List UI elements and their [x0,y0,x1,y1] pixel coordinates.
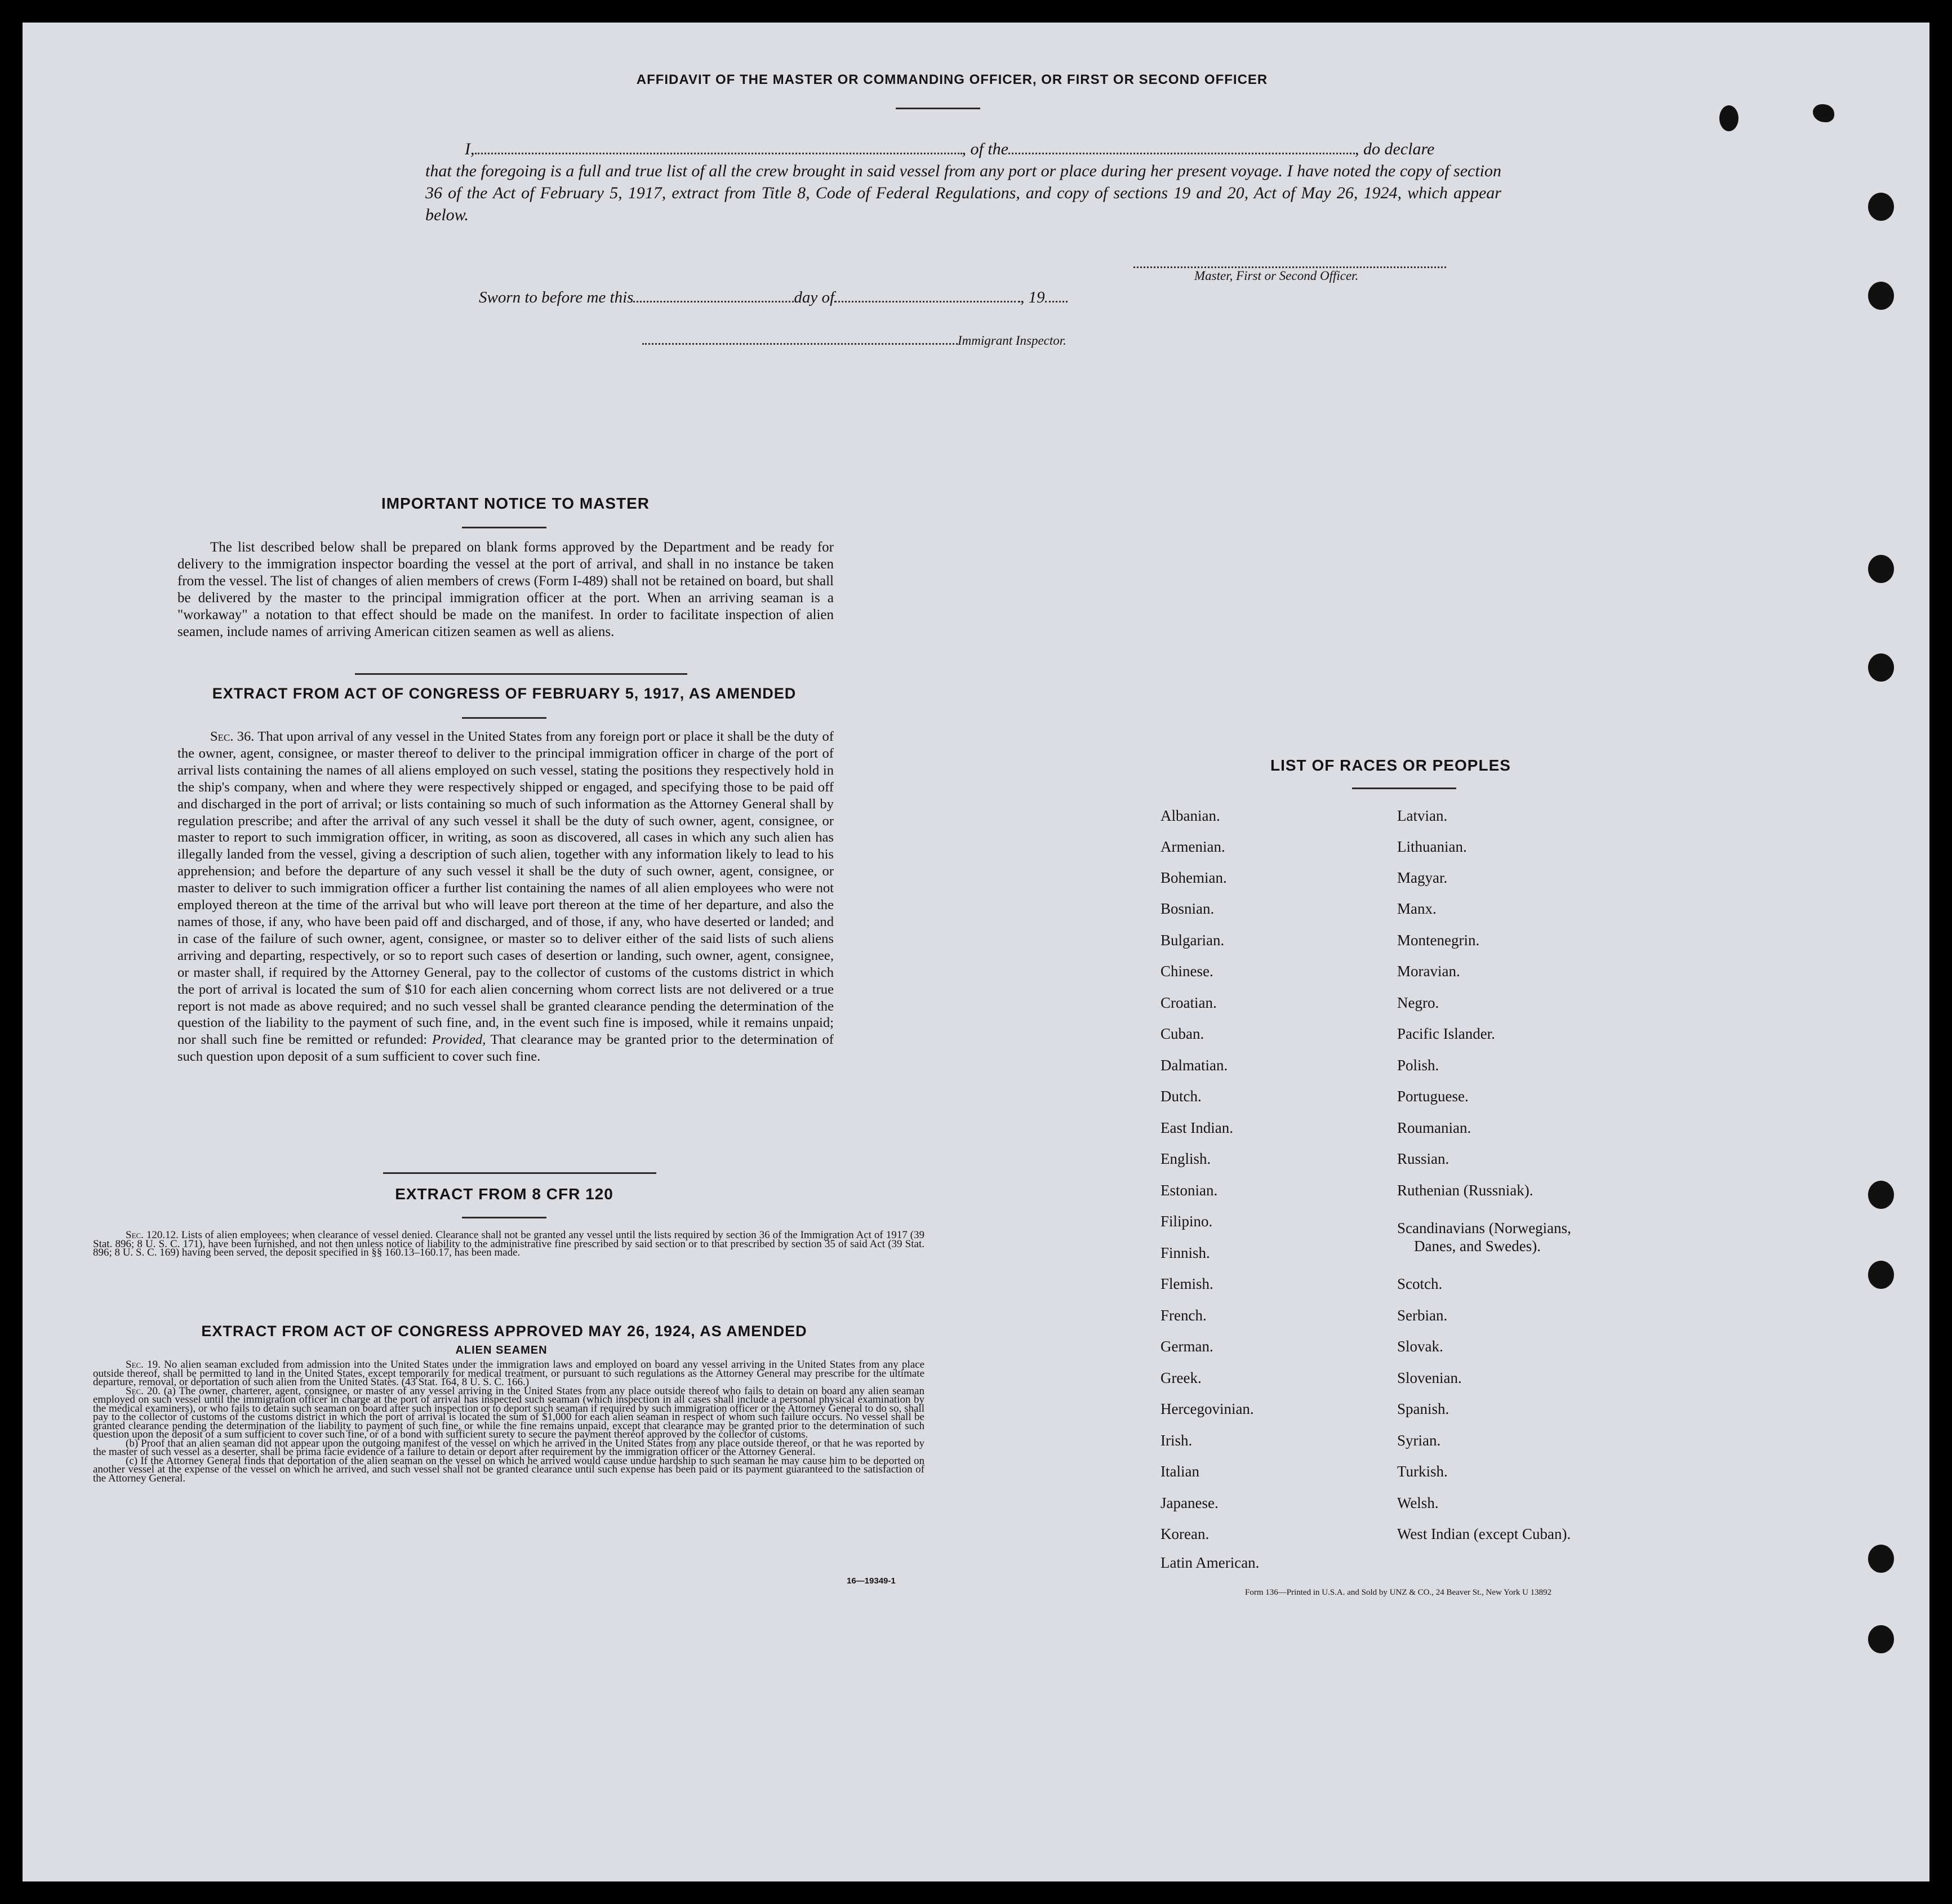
punch-hole [1868,282,1894,310]
race-item: Flemish. [1160,1275,1213,1292]
declaration-line [425,138,1501,160]
punch-hole [1868,1545,1894,1573]
race-item: German. [1160,1338,1213,1355]
race-item: Croatian. [1160,994,1217,1011]
affidavit-title: AFFIDAVIT OF THE MASTER OR COMMANDING OFFICER, OR FIRST OR SECOND OFFICER [636,72,1268,87]
declare-label: , do declare [1355,140,1435,158]
race-item: Albanian. [1160,807,1220,824]
race-item: Korean. [1160,1525,1210,1542]
vessel-field[interactable] [1008,148,1355,154]
sec-36-text: That upon arrival of any vessel in the United States from any foreign port or place it shall be the duty of the owner, agent, consignee, or master thereof to deliver to the principal immigration officer in charge of the port of arrival lists containing the names of all aliens employed on such vessel, stating the positions they respectively hold in the ship's company, when and where they were respectively shipped or engaged, and specifying those to be paid off and discharged in the port of arrival; or lists containing so much of such information as the Attorney General shall by regulation prescribe; and after the arrival of any such vessel it shall be the duty of such owner, agent, consignee, or master to report to such immigration officer, in writing, as soon as discovered, all cases in which any such alien has illegally landed from the vessel, giving a description of such alien, together with any information likely to lead to his apprehension; and before the departure of any such vessel it shall be the duty of such owner, agent, consignee, or master to deliver to such immigration officer a further list containing the names of all alien employees who were not employed thereon at the time of the arrival but who will leave port thereon at the time of her departure, and also the names of those, if any, who have been paid off and discharged, and of those, if any, who have deserted or landed; and in case of the failure of such owner, agent, consignee, or master so to deliver either of the said lists of such aliens arriving and departing, respectively, or so to report such cases of desertion or landing, such owner, agent, consignee, or master shall, if required by the Attorney General, pay to the collector of customs of the customs district in which the port of arrival is located the sum of $10 for each alien concerning whom correct lists are not delivered or a true report is not made as above required; and no such vessel shall be granted clearance pending the determination of the question of the liability to the payment of such fine, and, in the event such fine is imposed, while it remains unpaid; nor shall such fine be remitted or refunded: [177,729,834,1048]
sworn-day-field[interactable] [633,296,794,302]
race-item: Latvian. [1397,807,1448,824]
sec-20b-text: (b) Proof that an alien seaman did not appear upon the outgoing manifest of the vessel on which he arrived in the United States from any place outside thereof, or that he was reported by the master of such vessel as a deserter, shall be prima facie evidence of a failure to detain or deport after requirement by the immigration officer or the Attorney General. [93,1437,924,1458]
race-item: Dutch. [1160,1088,1202,1105]
proviso-label: Provided, [432,1032,486,1048]
race-item: Polish. [1397,1057,1439,1074]
notice-body: The list described below shall be prepared on blank forms approved by the Department and be ready for delivery to the immigration inspector boarding the vessel at the port of arrival, and shall in no instance be taken from the vessel. The list of changes of alien members of crews (Form I-489) shall not be retained on board, but shall be delivered by the master to the principal immigration officer at the port. When an arriving seaman is a "workaway" a notation to that effect should be made on the manifest. In order to facilitate inspection of alien seamen, include names of arriving American citizen seamen as well as aliens. [177,540,834,639]
race-item: Montenegrin. [1397,932,1480,949]
extract-1924-title: EXTRACT FROM ACT OF CONGRESS APPROVED MAY 26, 1924, AS AMENDED [201,1323,807,1340]
race-item: Armenian. [1160,838,1225,855]
sec-20a-body: (a) The owner, charterer, agent, consignee, or master of any vessel arriving in the United States from any place outside thereof who fails to detain on board any alien seaman employed on such vessel until the immigration officer in charge at the port of arrival has inspected such seaman (which inspection in all cases shall include a personal physical examination by the medical examiners), or who fails to detain such seaman on board after such inspection or to deport such seaman if required by such immigration officer or the Attorney General to do so, shall pay to the collector of customs of the customs district in which the port of arrival is located the sum of $1,000 for each alien seaman in respect of whom such failure occurs. No vessel shall be granted clearance pending the determination of the liability to payment of such fine, or while the fine remains unpaid, except that clearance may be granted prior to the determination of such question upon the deposit of a sum sufficient to cover such fine, or of a bond with sufficient surety to secure the payment thereof approved by the collector of customs. [93,1385,924,1440]
extract-cfr-body [93,1231,924,1257]
sec-120-text: Lists of alien employees; when clearance of vessel denied. Clearance shall not be granted any vessel until the lists required by section 36 of the Immigration Act of 1917 (39 Stat. 896; 8 U. S. C. 171), have been furnished, and not then unless notice of liability to the administrative fine prescribed by said section or to that prescribed by section 35 of said Act (39 Stat. 896; 8 U. S. C. 169) having been served, the deposit specified in §§ 160.13–160.17, has been made. [93,1229,925,1258]
race-item: Turkish. [1397,1463,1448,1480]
divider [462,1217,546,1218]
ink-blot [1813,104,1834,122]
race-item: Ruthenian (Russniak). [1397,1182,1533,1199]
extract-1924-body [93,1360,924,1483]
inspector-label: Immigrant Inspector. [958,333,1066,348]
race-item: Chinese. [1160,963,1213,980]
race-item: French. [1160,1307,1207,1324]
affidavit-body: that the foregoing is a full and true list of all the crew brought in said vessel from any port or place during her present voyage. I have noted the copy of section 36 of the Act of February 5, 1917, extract from Title 8, Code of Federal Regulations, and copy of sections 19 and 20, Act of May 26, 1924, which appear below. [425,162,1501,224]
sec-19-text [93,1360,924,1387]
proviso-text: That clearance may be granted prior to the determination of such question upon deposit of a sum sufficient to cover such fine. [177,1032,834,1065]
punch-hole [1868,555,1894,583]
master-signature-field[interactable] [1133,262,1446,268]
race-item: Bosnian. [1160,900,1215,917]
race-item: Serbian. [1397,1307,1448,1324]
year-label: , 19 [1020,288,1045,306]
divider [462,717,546,719]
race-item: Japanese. [1160,1494,1219,1511]
sworn-month-field[interactable] [834,296,1020,302]
divider [896,108,980,109]
inspector-signature-field[interactable] [642,339,958,345]
sworn-line [479,288,1068,307]
race-item: Cuban. [1160,1025,1204,1042]
sec-120-label: Sec. 120.12. [126,1229,179,1241]
race-item: Greek. [1160,1369,1202,1386]
race-item: Spanish. [1397,1400,1449,1417]
print-code: 16—19349-1 [847,1576,896,1586]
punch-hole [1868,193,1894,221]
alien-seamen-subtitle: ALIEN SEAMEN [455,1344,548,1356]
punch-hole [1868,1181,1894,1209]
race-item: Latin American. [1160,1554,1260,1571]
form-footer-note: Form 136—Printed in U.S.A. and Sold by UNZ & CO., 24 Beaver St., New York U 13892 [1245,1588,1552,1597]
punch-hole [1868,1625,1894,1653]
sec-19-body: No alien seaman excluded from admission into the United States under the immigration laws and employed on board any vessel arriving in the United States from any place outside thereof, shall be permitted to land in the United States, except temporarily for medical treatment, or pursuant to such regulations as the Attorney General may prescribe for the ultimate departure, removal, or deportation of such alien from the United States. (43 Stat. 164, 8 U. S. C. 166.) [93,1359,924,1388]
races-title: LIST OF RACES OR PEOPLES [1270,757,1511,774]
race-item: Estonian. [1160,1182,1218,1199]
punch-hole [1719,105,1738,131]
race-item: Moravian. [1397,963,1460,980]
race-item: Portuguese. [1397,1088,1469,1105]
race-item: East Indian. [1160,1119,1233,1136]
sec-20a-text [93,1387,924,1439]
race-item: Slovak. [1397,1338,1443,1355]
race-item: Irish. [1160,1432,1193,1449]
race-item: Filipino. [1160,1213,1213,1230]
race-item: Bulgarian. [1160,932,1225,949]
race-item: Manx. [1397,900,1437,917]
race-item: West Indian (except Cuban). [1397,1525,1571,1542]
sec-19-label: Sec. 19. [126,1359,161,1371]
race-item: Bohemian. [1160,869,1227,886]
race-item: Italian [1160,1463,1199,1480]
race-item: Roumanian. [1397,1119,1471,1136]
race-item-continuation: Danes, and Swedes). [1414,1238,1541,1254]
race-item: Magyar. [1397,869,1448,886]
divider [383,1172,656,1174]
race-item: Russian. [1397,1150,1449,1167]
sec-20c-text: (c) If the Attorney General finds that deportation of the alien seaman on the vessel on which he arrived would cause undue hardship to such seaman he may cause him to be deported on another vessel at the expense of the vessel on which he arrived, and such vessel shall not be granted clearance until such expense has been paid or its payment guaranteed to the satisfaction of the Attorney General. [93,1454,924,1484]
divider [1352,788,1456,789]
race-item: Dalmatian. [1160,1057,1228,1074]
punch-hole [1868,653,1894,682]
extract-cfr-title: EXTRACT FROM 8 CFR 120 [395,1185,613,1203]
race-item: Slovenian. [1397,1369,1462,1386]
master-signature-label: Master, First or Second Officer. [1194,269,1359,283]
declarant-name-field[interactable] [475,148,962,154]
race-item: English. [1160,1150,1211,1167]
divider [355,673,687,675]
punch-hole [1868,1261,1894,1289]
of-the-label: , of the [962,140,1008,158]
race-item: Lithuanian. [1397,838,1467,855]
race-item: Negro. [1397,994,1439,1011]
divider [462,527,546,528]
race-item: Hercegovinian. [1160,1400,1254,1417]
notice-title: IMPORTANT NOTICE TO MASTER [381,495,650,512]
declarant-label: I, [465,140,475,158]
race-item: Pacific Islander. [1397,1025,1495,1042]
race-item: Scandinavians (Norwegians, [1397,1220,1571,1236]
extract-1917-title: EXTRACT FROM ACT OF CONGRESS OF FEBRUARY 5, 1917, AS AMENDED [212,685,797,702]
sec-20-label: Sec. 20. [126,1385,161,1397]
race-item: Syrian. [1397,1432,1441,1449]
race-item: Finnish. [1160,1244,1210,1261]
sworn-year-field[interactable] [1045,296,1068,302]
inspector-line [642,333,1066,348]
race-item: Scotch. [1397,1275,1443,1292]
extract-1917-body [177,728,834,1065]
document-page [23,23,1929,1881]
day-of-label: day of [794,288,835,306]
sec-36-label: Sec. 36. [210,729,255,744]
sworn-label: Sworn to before me this [479,288,634,306]
race-item: Welsh. [1397,1494,1439,1511]
